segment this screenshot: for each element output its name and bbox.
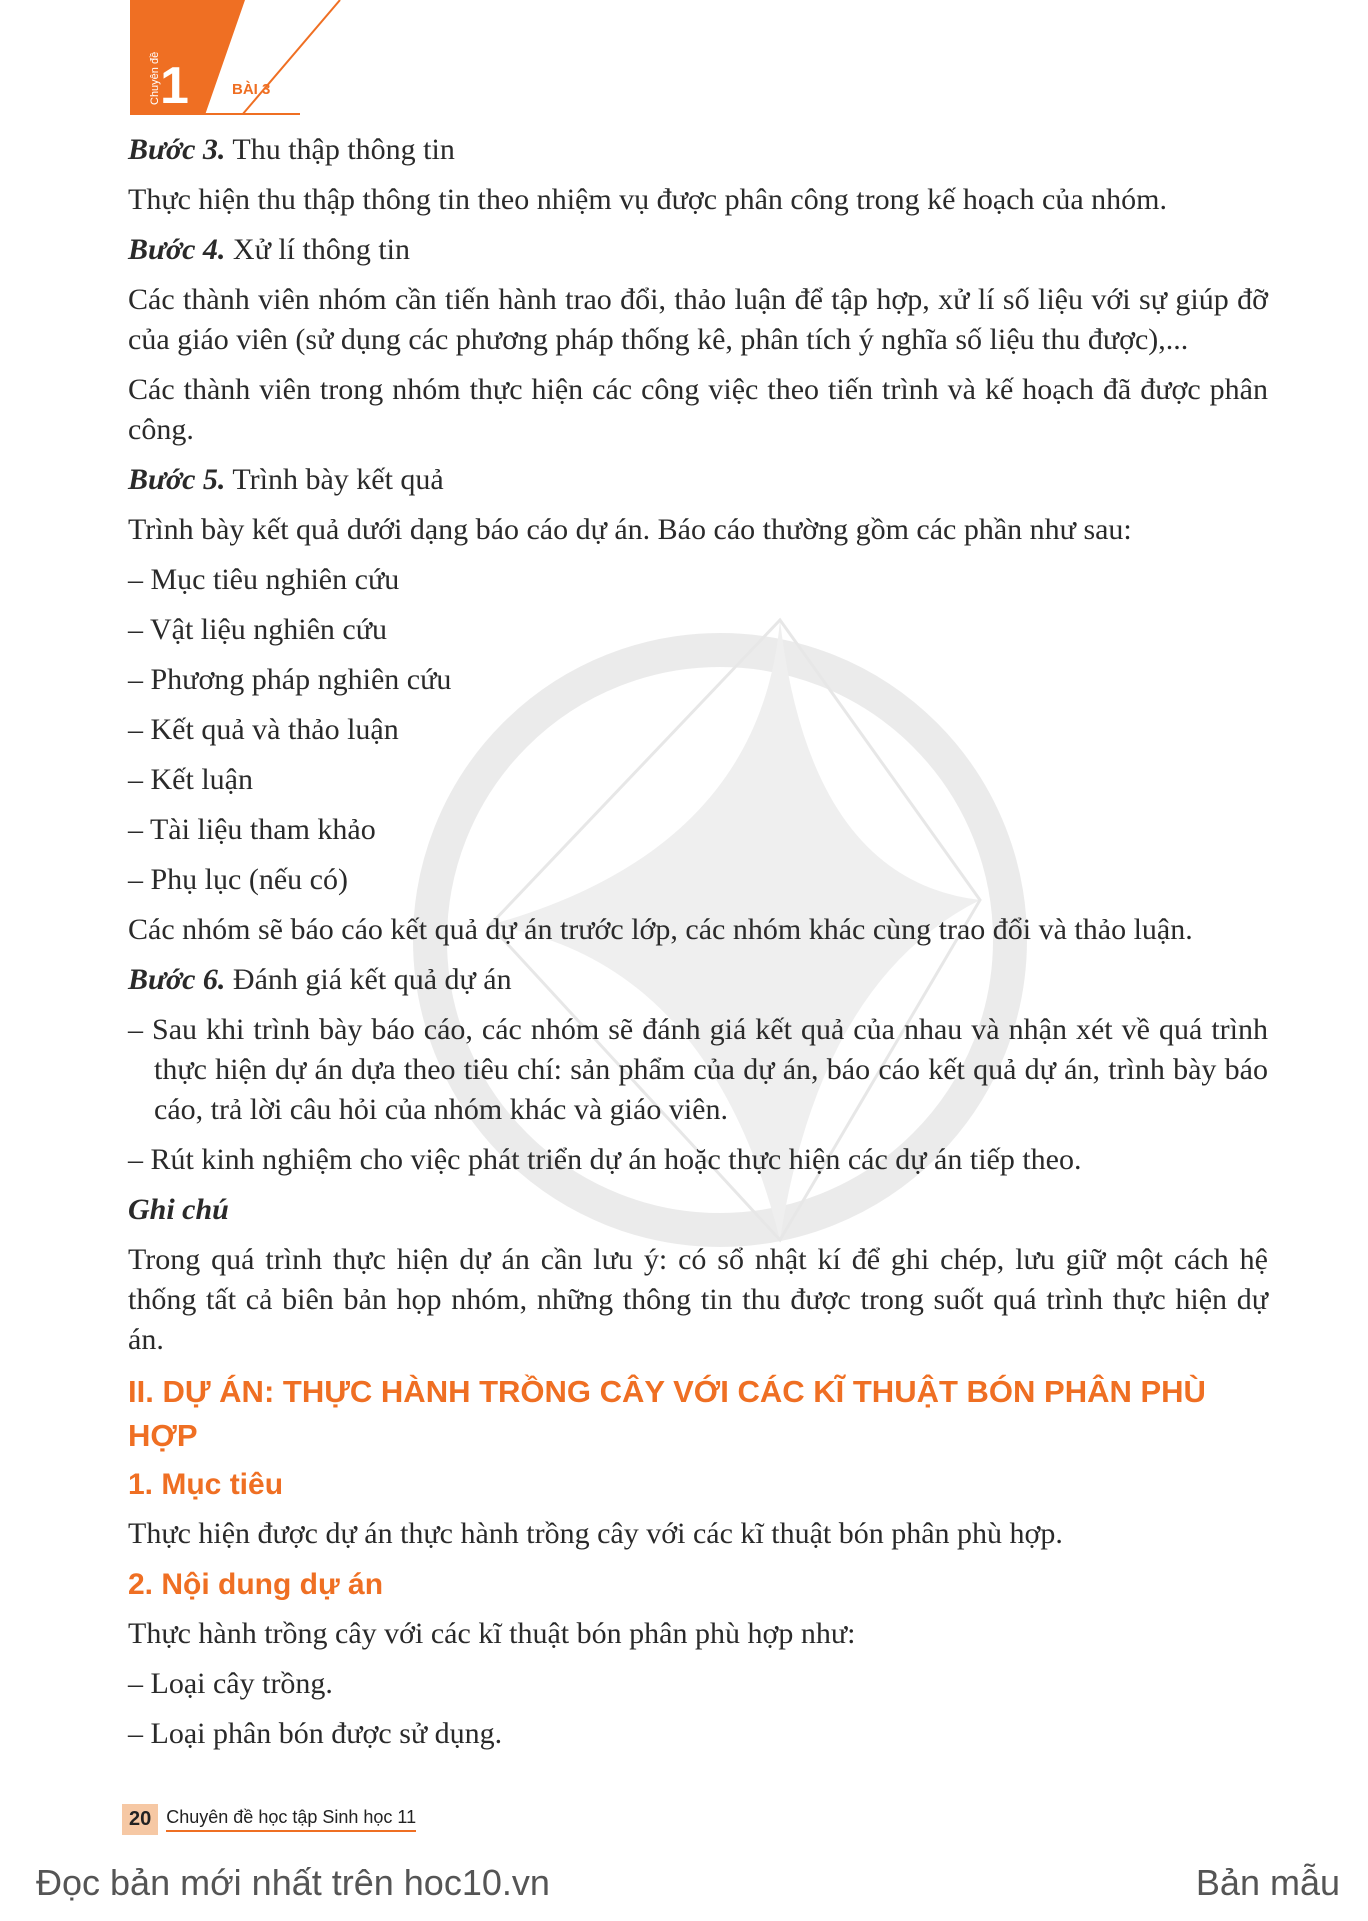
topic-label: Chuyên đề: [149, 51, 161, 105]
list-item: – Kết luận: [128, 763, 253, 796]
note-text: Trong quá trình thực hiện dự án cần lưu ý: có sổ nhật kí để ghi chép, lưu giữ một cách hệ thống tất cả biên bản họp nhóm, những thông tin thu được trong suốt quá trình thực hiện dự án.: [128, 1243, 1268, 1356]
step-6-title: Đánh giá kết quả dự án: [232, 963, 512, 996]
step-4-heading: [128, 230, 1268, 270]
subsection-1-text: Thực hiện được dự án thực hành trồng cây với các kĩ thuật bón phân phù hợp.: [128, 1517, 1063, 1550]
step-4-paragraph-1: Các thành viên nhóm cần tiến hành trao đổi, thảo luận để tập hợp, xử lí số liệu với sự giúp đỡ của giáo viên (sử dụng các phương pháp thống kê, phân tích ý nghĩa số liệu thu được),...: [128, 283, 1268, 356]
list-item: – Tài liệu tham khảo: [128, 813, 376, 846]
subsection-1-title: 1. Mục tiêu: [128, 1468, 284, 1501]
step-4-title: Xử lí thông tin: [232, 233, 411, 266]
list-item: – Phụ lục (nếu có): [128, 863, 348, 896]
step-5-text: Trình bày kết quả dưới dạng báo cáo dự án. Báo cáo thường gồm các phần như sau:: [128, 513, 1132, 546]
list-item: – Phương pháp nghiên cứu: [128, 663, 452, 696]
step-5-title: Trình bày kết quả: [232, 463, 444, 496]
step-3-label: Bước 3.: [128, 133, 226, 166]
step-3-text: Thực hiện thu thập thông tin theo nhiệm vụ được phân công trong kế hoạch của nhóm.: [128, 183, 1167, 216]
step-4-label: Bước 4.: [128, 233, 226, 266]
step-5-label: Bước 5.: [128, 463, 226, 496]
subsection-2-text: Thực hành trồng cây với các kĩ thuật bón phân phù hợp như:: [128, 1617, 856, 1650]
list-item: – Loại phân bón được sử dụng.: [128, 1717, 503, 1750]
list-item: – Rút kinh nghiệm cho việc phát triển dự án hoặc thực hiện các dự án tiếp theo.: [128, 1143, 1082, 1176]
step-6-label: Bước 6.: [128, 963, 226, 996]
list-item: – Kết quả và thảo luận: [128, 713, 399, 746]
latest-version-link[interactable]: Đọc bản mới nhất trên hoc10.vn: [36, 1862, 550, 1903]
step-4-paragraph-2: Các thành viên trong nhóm thực hiện các công việc theo tiến trình và kế hoạch đã được phân công.: [128, 373, 1268, 446]
list-item: – Sau khi trình bày báo cáo, các nhóm sẽ đánh giá kết quả của nhau và nhận xét về quá trình thực hiện dự án dựa theo tiêu chí: sản phẩm của dự án, báo cáo kết quả dự án, trình bày báo cáo, trả lời câu hỏi của nhóm khác và giáo viên.: [128, 1013, 1268, 1126]
page-content: [128, 130, 1268, 1764]
list-item: – Mục tiêu nghiên cứu: [128, 563, 400, 596]
page-footer: [122, 1800, 416, 1838]
step-3-title: Thu thập thông tin: [232, 133, 455, 166]
chapter-header: [0, 0, 360, 115]
step-5-after-text: Các nhóm sẽ báo cáo kết quả dự án trước lớp, các nhóm khác cùng trao đổi và thảo luận.: [128, 913, 1193, 946]
subsection-2-title: 2. Nội dung dự án: [128, 1568, 384, 1601]
step-5-heading: [128, 460, 1268, 500]
sample-label: Bản mẫu: [1195, 1862, 1340, 1903]
list-item: – Vật liệu nghiên cứu: [128, 613, 387, 646]
list-item: – Loại cây trồng.: [128, 1667, 333, 1700]
topic-number: 1: [160, 57, 189, 115]
section-2-title: II. DỰ ÁN: THỰC HÀNH TRỒNG CÂY VỚI CÁC KĨ THUẬT BÓN PHÂN PHÙ HỢP: [128, 1374, 1206, 1453]
step-6-heading: [128, 960, 1268, 1000]
book-title: Chuyên đề học tập Sinh học 11: [166, 1807, 416, 1832]
page-number: 20: [122, 1804, 158, 1835]
step-3-heading: [128, 130, 1268, 170]
note-title: Ghi chú: [128, 1193, 229, 1226]
lesson-label: BÀI 3: [232, 81, 271, 98]
